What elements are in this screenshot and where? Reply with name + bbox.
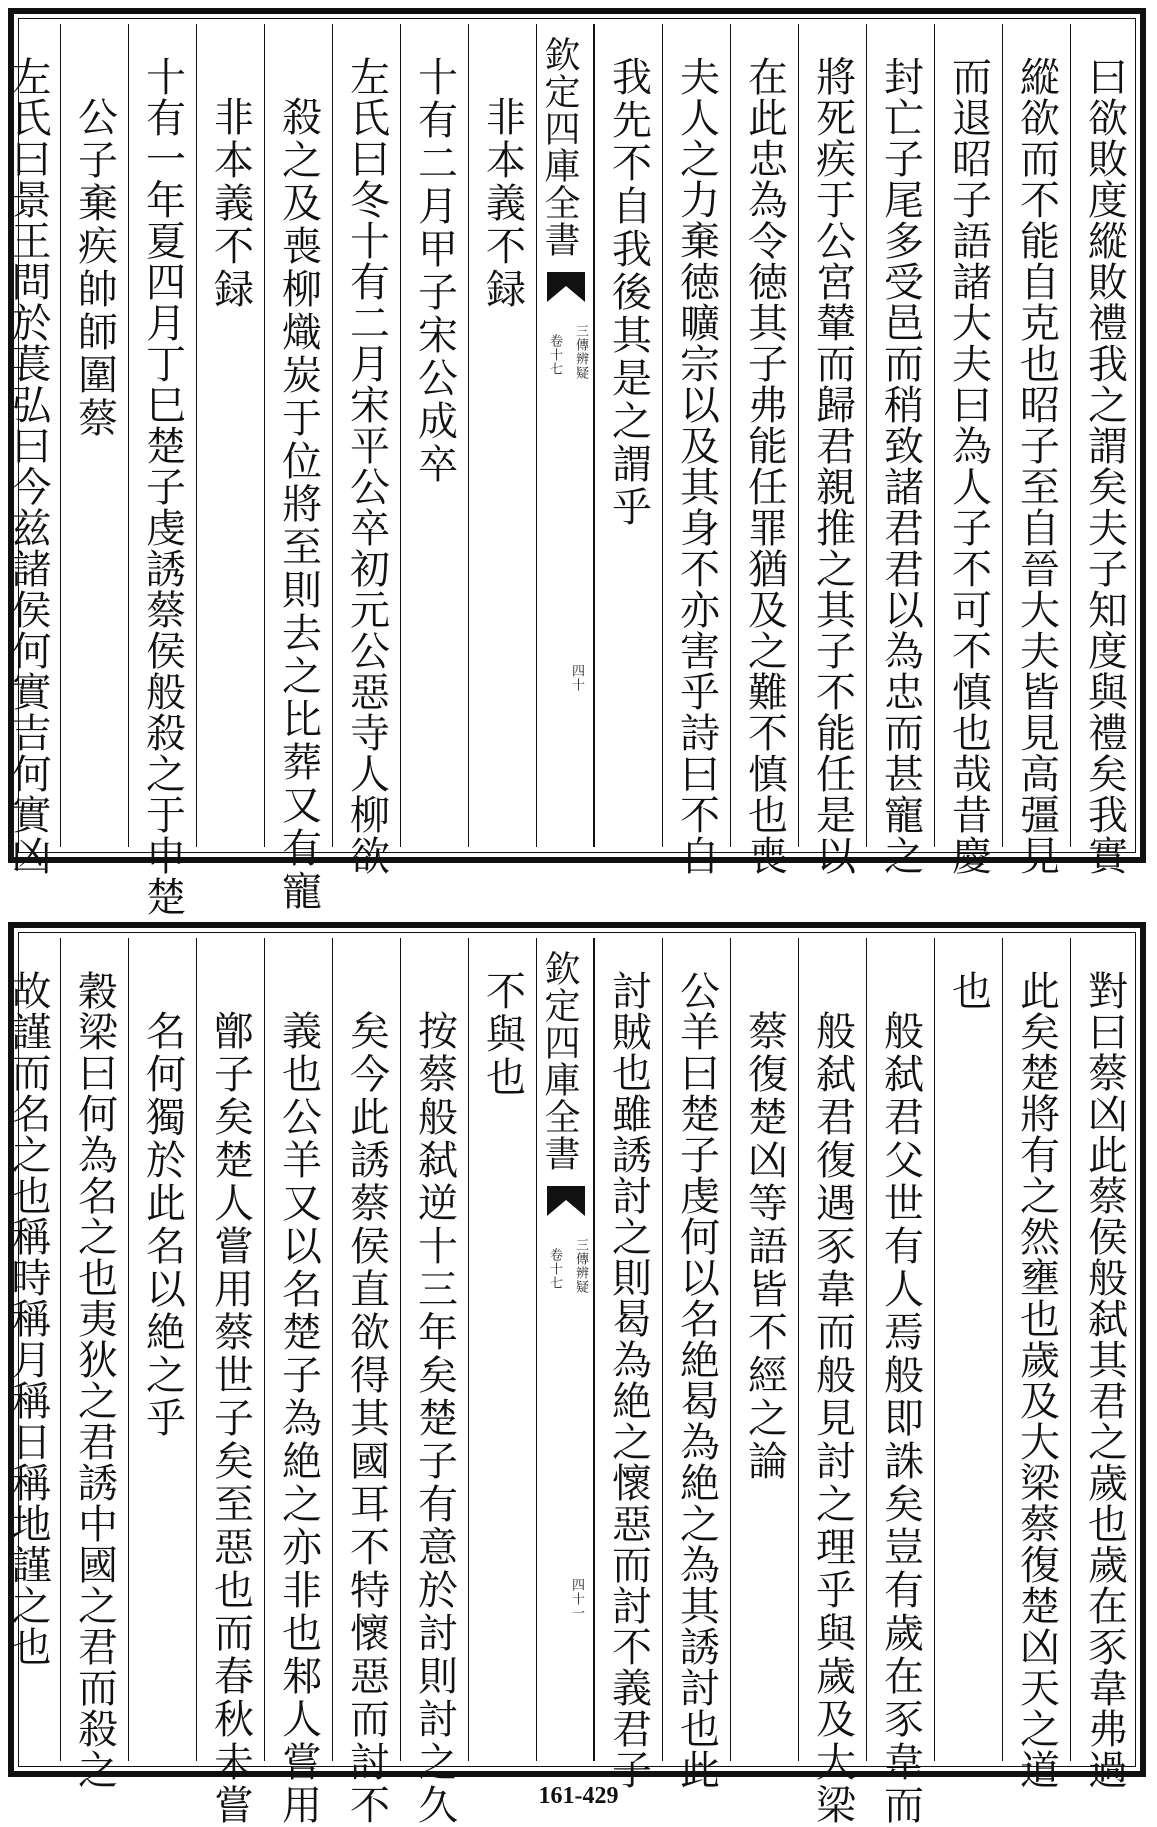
column-text: 公子棄疾帥師圍蔡 bbox=[71, 96, 118, 440]
column-text: 般弑君父世有人焉般即誅矣豈有歲在豕韋而 bbox=[877, 1010, 924, 1827]
column-text: 公羊曰楚子虔何以名絶曷為絶之為其誘討也此 bbox=[673, 970, 720, 1790]
column-text: 殺之及喪柳熾炭于位將至則去之比葬又有寵 bbox=[275, 96, 322, 913]
column-text: 左氏曰景王問於萇弘曰今兹諸侯何實吉何實凶 bbox=[5, 56, 51, 876]
book-name: 三傳辨疑 bbox=[573, 1238, 588, 1294]
text-column bbox=[1070, 24, 1138, 876]
column-text: 鄫子矣楚人嘗用蔡世子矣至惡也而春秋未嘗 bbox=[207, 1010, 254, 1827]
volume-number: 卷十七 bbox=[547, 334, 562, 376]
column-text: 矣今此誘蔡侯直欲得其國耳不特懷惡而討不 bbox=[343, 1010, 390, 1827]
text-column bbox=[866, 24, 934, 876]
column-text: 討賊也雖誘討之則曷為絶之懷惡而討不義君子 bbox=[605, 970, 652, 1790]
center-fold bbox=[536, 24, 594, 847]
column-text: 十有一年夏四月丁巳楚子虔誘蔡侯般殺之于申楚 bbox=[139, 56, 186, 917]
text-column bbox=[798, 938, 866, 1827]
text-column bbox=[662, 24, 730, 876]
text-column bbox=[1002, 938, 1070, 1790]
text-column bbox=[468, 938, 536, 1761]
volume-number: 卷十七 bbox=[547, 1248, 562, 1290]
column-text: 十有二月甲子宋公成卒 bbox=[411, 56, 458, 486]
text-column bbox=[60, 24, 128, 847]
text-column bbox=[60, 938, 128, 1790]
center-fold bbox=[536, 938, 594, 1761]
column-text: 對曰蔡凶此蔡侯般弑其君之歲也歲在豕韋弗過 bbox=[1081, 970, 1128, 1790]
text-column bbox=[400, 24, 468, 847]
text-column bbox=[866, 938, 934, 1827]
text-column bbox=[196, 938, 264, 1827]
text-column bbox=[264, 24, 332, 913]
column-text: 縱欲而不能自克也昭子至自晉大夫皆見高彊見 bbox=[1013, 56, 1060, 876]
text-column bbox=[798, 24, 866, 876]
text-column bbox=[934, 938, 1002, 1761]
fish-tail-mark-icon bbox=[547, 1186, 585, 1216]
text-column bbox=[128, 938, 196, 1761]
column-text: 名何獨於此名以絶之乎 bbox=[139, 1010, 186, 1440]
book-name: 三傳辨疑 bbox=[573, 324, 588, 380]
leaf-number: 四十一 bbox=[569, 1578, 584, 1620]
text-column bbox=[0, 938, 62, 1761]
column-text: 蔡復楚凶等語皆不經之論 bbox=[741, 1010, 788, 1483]
text-column bbox=[730, 24, 798, 876]
column-text: 曰欲敗度縱敗禮我之謂矣夫子知度與禮矣我實 bbox=[1081, 56, 1128, 876]
text-column bbox=[332, 24, 400, 876]
folio-number: 161-429 bbox=[538, 1783, 619, 1809]
column-text: 封亡子尾多受邑而稍致諸君君以為忠而甚寵之 bbox=[877, 56, 924, 876]
book-header-title: 欽定四庫全書 bbox=[539, 36, 580, 258]
column-text: 也 bbox=[945, 970, 992, 1013]
text-column bbox=[264, 938, 332, 1827]
fish-tail-mark-icon bbox=[547, 272, 585, 302]
text-column bbox=[1070, 938, 1138, 1790]
column-text: 左氏曰冬十有二月宋平公卒初元公惡寺人柳欲 bbox=[343, 56, 390, 876]
text-column bbox=[730, 938, 798, 1761]
column-text: 非本義不録 bbox=[207, 96, 254, 311]
column-text: 我先不自我後其是之謂乎 bbox=[605, 56, 652, 529]
column-text: 穀梁曰何為名之也夷狄之君誘中國之君而殺之 bbox=[71, 970, 118, 1790]
text-column bbox=[468, 24, 536, 847]
text-column bbox=[594, 938, 662, 1790]
column-text: 此矣楚將有之然壅也歲及大梁蔡復楚凶天之道 bbox=[1013, 970, 1060, 1790]
book-header-title: 欽定四庫全書 bbox=[539, 950, 580, 1172]
column-text: 不與也 bbox=[479, 970, 526, 1099]
top-page bbox=[5, 8, 1146, 917]
leaf-number: 四十 bbox=[569, 664, 584, 692]
text-column bbox=[332, 938, 400, 1827]
text-column bbox=[128, 24, 196, 917]
text-column bbox=[662, 938, 730, 1790]
text-column bbox=[934, 24, 1002, 876]
column-text: 而退昭子語諸大夫曰為人子不可不慎也哉昔慶 bbox=[945, 56, 992, 876]
text-column bbox=[1002, 24, 1070, 876]
column-text: 般弑君復遇豕韋而般見討之理乎與歲及大梁 bbox=[809, 1010, 856, 1827]
column-text: 將死疾于公宮輦而歸君親推之其子不能任是以 bbox=[809, 56, 856, 876]
text-column bbox=[196, 24, 264, 847]
column-text: 故謹而名之也稱時稱月稱日稱地謹之也 bbox=[5, 970, 51, 1667]
text-column bbox=[400, 938, 468, 1827]
text-column bbox=[0, 24, 62, 876]
column-text: 夫人之力棄徳曠宗以及其身不亦害乎詩曰不自 bbox=[673, 56, 720, 876]
column-text: 在此忠為令徳其子弗能任罪猶及之難不慎也喪 bbox=[741, 56, 788, 876]
column-text: 按蔡般弑逆十三年矣楚子有意於討則討之久 bbox=[411, 1010, 458, 1827]
column-text: 義也公羊又以名楚子為絶之亦非也邾人嘗用 bbox=[275, 1010, 322, 1827]
column-text: 非本義不録 bbox=[479, 96, 526, 311]
text-column bbox=[594, 24, 662, 847]
